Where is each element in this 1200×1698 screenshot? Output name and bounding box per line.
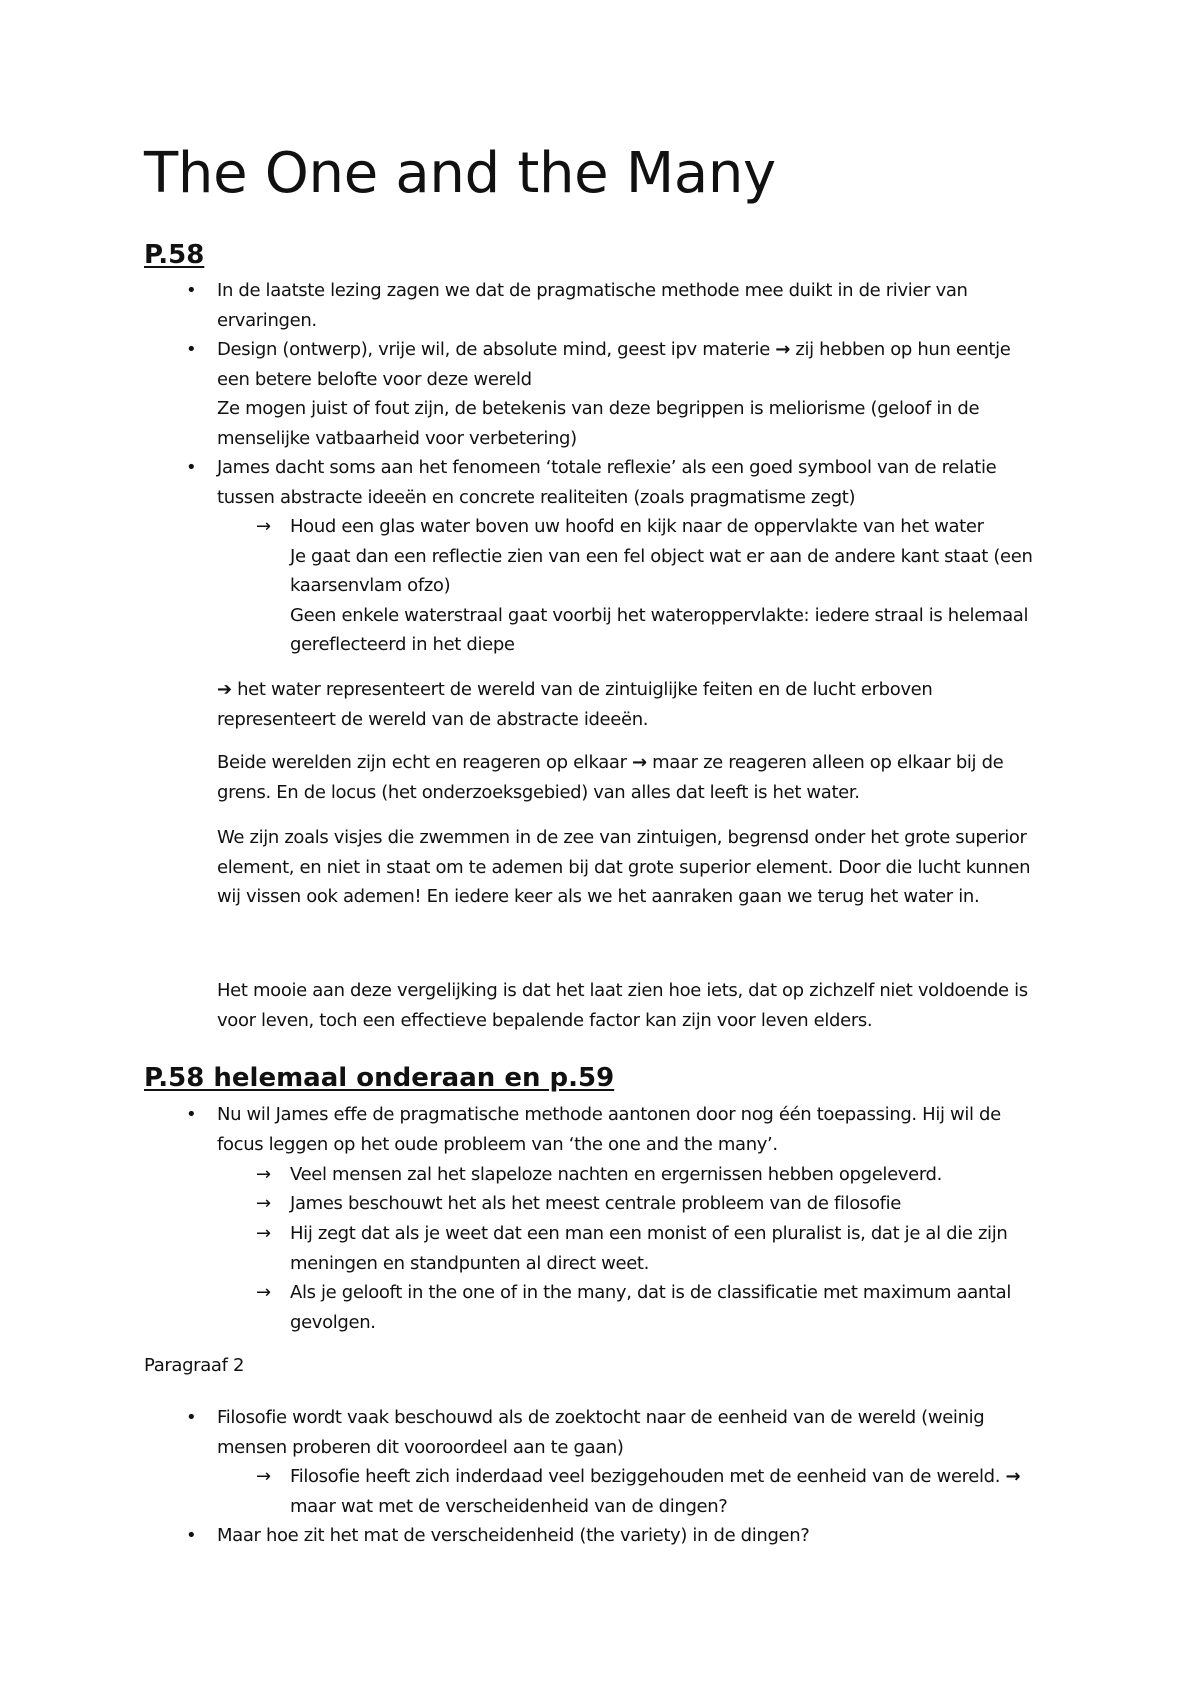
bullet-text: Nu wil James effe de pragmatische methode aantonen door nog één toepassing. Hij wil de focus leggen op het oude probleem van ‘the one and the many’. (217, 1104, 1001, 1155)
bullet-marker (186, 335, 216, 365)
sub-item-text: James beschouwt het als het meest centrale probleem van de filosofie (290, 1193, 901, 1214)
sub-item-text: Veel mensen zal het slapeloze nachten en ergernissen hebben opgeleverd. (290, 1164, 942, 1185)
paragraph: Beide werelden zijn echt en reageren op elkaar → maar ze reageren alleen op elkaar bij de grens. En de locus (het onderzoeksgebied) van alles dat leeft is het water. (217, 752, 1004, 803)
paragraph: Het mooie aan deze vergelijking is dat het laat zien hoe iets, dat op zichzelf niet voldoende is voor leven, toch een effectieve bepalende factor kan zijn voor leven elders. (217, 980, 1028, 1031)
arrow-icon: → (632, 752, 647, 773)
bullet-text: Design (ontwerp), vrije wil, de absolute mind, geest ipv materie → zij hebben op hun eentje een betere belofte voor deze wereld Ze mogen juist of fout zijn, de betekenis van deze begrippen is meliorisme (geloof in de menselijke vatbaarheid voor verbetering) (217, 339, 1011, 449)
bullet-marker (186, 1521, 216, 1551)
sub-item-text: Als je gelooft in the one of in the many, dat is de classificatie met maximum aantal gevolgen. (290, 1282, 1012, 1333)
bullet-text: In de laatste lezing zagen we dat de pragmatische methode mee duikt in de rivier van ervaringen. (217, 280, 968, 331)
arrow-icon: → (256, 1193, 271, 1214)
arrow-icon: → (256, 1164, 271, 1185)
document-title: The One and the Many (144, 141, 776, 206)
bullet-marker (186, 1100, 216, 1130)
sub-item-text: Filosofie heeft zich inderdaad veel beziggehouden met de eenheid van de wereld. → maar wat met de verscheidenheid van de dingen? (290, 1466, 1021, 1517)
arrow-icon: → (256, 1466, 271, 1487)
arrow-icon: ➔ (217, 679, 232, 700)
bullet-text: Maar hoe zit het mat de verscheidenheid (the variety) in de dingen? (217, 1525, 810, 1546)
arrow-icon: → (256, 1282, 271, 1303)
bullet-marker (186, 1403, 216, 1433)
bullet-text: Filosofie wordt vaak beschouwd als de zoektocht naar de eenheid van de wereld (weinig mensen proberen dit vooroordeel aan te gaan) (217, 1407, 985, 1458)
paragraph: We zijn zoals visjes die zwemmen in de zee van zintuigen, begrensd onder het grote superior element, en niet in staat om te ademen bij dat grote superior element. Door die lucht kunnen wij vissen ook ademen! En iedere keer als we het aanraken gaan we terug het water in. (217, 827, 1031, 908)
arrow-icon: → (1005, 1466, 1021, 1487)
sub-item-text: Hij zegt dat als je weet dat een man een monist of een pluralist is, dat je al die zijn meningen en standpunten al direct weet. (290, 1223, 1008, 1274)
arrow-icon: → (256, 516, 271, 537)
paragraph-label: Paragraaf 2 (144, 1355, 245, 1376)
sub-item-text: Houd een glas water boven uw hoofd en kijk naar de oppervlakte van het water Je gaat dan een reflectie zien van een fel object wat er aan de andere kant staat (een kaarsenvlam ofzo) Geen enkele waterstraal gaat voorbij het wateroppervlakte: iedere straal is helemaal gereflecteerd in het diepe (290, 516, 1033, 656)
arrow-icon: → (256, 1223, 271, 1244)
section-heading-p58: P.58 (144, 240, 205, 270)
paragraph: ➔ het water representeert de wereld van de zintuiglijke feiten en de lucht erboven representeert de wereld van de abstracte ideeën. (217, 679, 933, 730)
bullet-marker (186, 453, 216, 483)
bullet-text: James dacht soms aan het fenomeen ‘totale reflexie’ als een goed symbool van de relatie tussen abstracte ideeën en concrete realiteiten (zoals pragmatisme zegt) (217, 457, 997, 508)
arrow-icon: → (775, 339, 791, 360)
section-heading-p58-p59: P.58 helemaal onderaan en p.59 (144, 1063, 615, 1093)
bullet-marker (186, 276, 216, 306)
